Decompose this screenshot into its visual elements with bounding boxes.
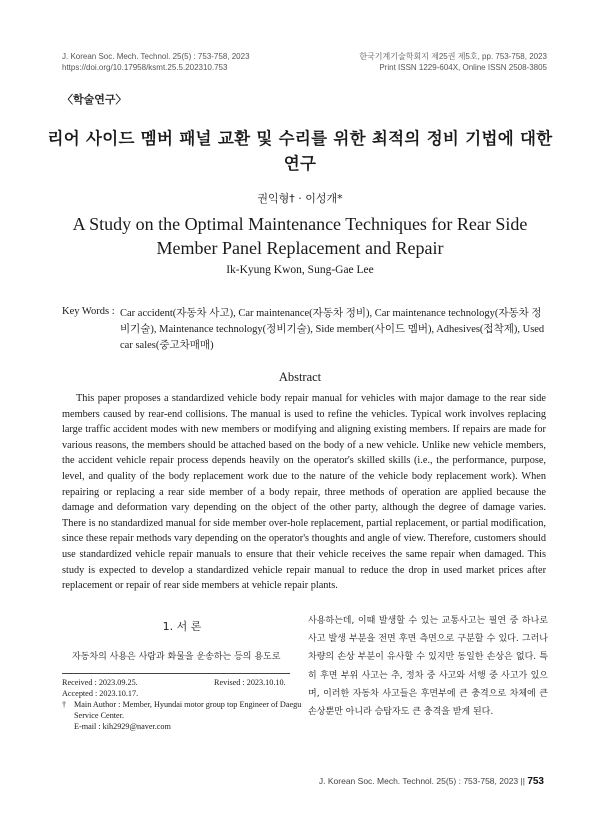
page-footer (319, 776, 544, 787)
authors-english: Ik-Kyung Kwon, Sung-Gae Lee (226, 264, 374, 276)
received-date: Received : 2023.09.25. (62, 678, 138, 687)
revised-date: Revised : 2023.10.10. (214, 678, 286, 687)
title-english: A Study on the Optimal Maintenance Techniques for Rear Side Member Panel Replacement and Repair (72, 214, 528, 258)
abstract-heading: Abstract (278, 370, 322, 384)
doi-link[interactable]: https://doi.org/10.17958/ksmt.25.5.202310.753 (62, 63, 228, 72)
authors-korean: 권익형† · 이성개* (257, 192, 343, 205)
section-heading: 1. 서 론 (162, 620, 202, 633)
running-header-right (359, 51, 547, 73)
main-author-text: Main Author : Member, Hyundai motor group top Engineer of Daegu Service Center. (74, 700, 302, 720)
running-header-left (62, 51, 250, 73)
main-author-note (62, 699, 302, 721)
title-korean: 리어 사이드 멤버 패널 교환 및 수리를 위한 최적의 정비 기법에 대한 연구 (47, 129, 553, 173)
keywords-label: Key Words : (62, 306, 115, 317)
dagger-mark: † (62, 700, 67, 709)
journal-citation-ko: 한국기계기술학회지 제25권 제5호, pp. 753-758, 2023 (359, 52, 547, 61)
keywords-text: Car accident(자동차 사고), Car maintenance(자동차 정비), Car maintenance technology(자동차 정비기술), Maintenance technology(정비기술), Side member(사이드 멤버), Adhesives(접착제), Used car sales(중고차매매) (120, 308, 545, 351)
page-number: 753 (527, 776, 544, 787)
footnote-divider (62, 673, 290, 674)
accepted-date: Accepted : 2023.10.17. (62, 689, 139, 698)
article-category: 〈학술연구〉 (62, 93, 127, 106)
footnote-dates (62, 677, 302, 688)
section-body-right: 사용하는데, 이때 발생할 수 있는 교통사고는 필연 중 하나로 사고 발생 부분을 전면 후면 측면으로 구분할 수 있다. 그러나 차량의 손상 부분이 유사할 수 있지만 동일한 손상은 없다. 특히 후면 부위 사고는 추, 정차 중 사고와 서행 중 사고가 있으며, 이러한 자동차 사고들은 후면부에 큰 충격으로 차체에 큰 손상뿐만 아니라 승탑자도 큰 충격을 받게 된다. (308, 616, 548, 718)
abstract-body: This paper proposes a standardized vehicle body repair manual for vehicles with major damage to the rear side members caused by rear-end collisions. The manual is used to refine the vehicles. Typical work involves replacing large traffic accident modes with new members or modifying and aligning existing members. If repairs are made for various reasons, the members should be attached based on the body of a new vehicle. Unlike new vehicle members, the accident vehicle repair process depends heavily on the operator's skilled skills (i.e., the performance, purpose, level, and quality of the body replacement work due to the nature of the vehicle body replacement work). When repairing or replacing a rear side member of a body repair, three methods of operation are applied because the damage and deformation vary depending on the object of the other party, although the degree of damage varies. There is no standardized manual for side member over-hole replacement, partial replacement, or partial modification, since these repair methods vary depending on the operator's thoughts and angle of view. Therefore, customers should use standardized vehicle repair manuals to ensure that their vehicle receives the same repair when damaged. This study is expected to develop a standardized vehicle repair manual to reduce the drop in used market prices after replacement or repair of rear side members at vehicle repair plants. (62, 393, 546, 592)
journal-citation: J. Korean Soc. Mech. Technol. 25(5) : 753-758, 2023 (62, 52, 250, 61)
issn: Print ISSN 1229-604X, Online ISSN 2508-3805 (379, 63, 547, 72)
footer-citation: J. Korean Soc. Mech. Technol. 25(5) : 753-758, 2023 || (318, 776, 525, 786)
section-body-left: 자동차의 사용은 사람과 화물을 운송하는 등의 용도로 (72, 652, 281, 662)
author-email[interactable]: E-mail : kih2929@naver.com (74, 722, 171, 731)
